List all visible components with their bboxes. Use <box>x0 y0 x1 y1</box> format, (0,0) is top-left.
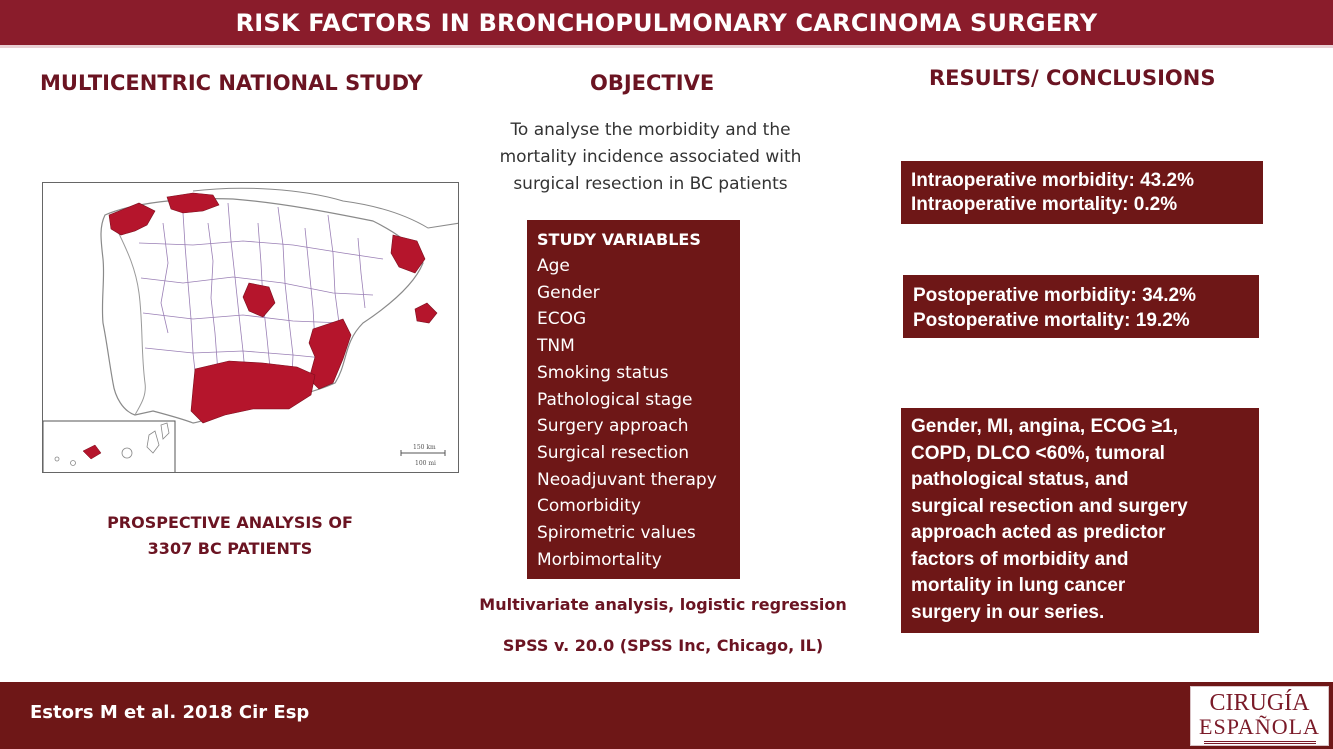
list-item: Age <box>537 256 570 276</box>
list-item: Smoking status <box>537 362 669 383</box>
conclusion-line: mortality in lung cancer <box>911 575 1126 596</box>
conclusion-line: surgery in our series. <box>911 601 1105 623</box>
study-variables-list <box>537 253 730 573</box>
list-item: Surgical resection <box>537 442 689 463</box>
study-variables-title: STUDY VARIABLES <box>537 230 701 249</box>
canary-inset <box>43 421 175 473</box>
spain-map <box>42 182 459 473</box>
intraoperative-results <box>901 161 1263 224</box>
scale-km-label: 150 km <box>413 444 436 451</box>
conclusion-line: Gender, MI, angina, ECOG ≥1, <box>911 416 1178 437</box>
list-item: Gender <box>537 282 600 303</box>
results-heading: RESULTS/ CONCLUSIONS <box>929 66 1216 90</box>
method-multivariate: Multivariate analysis, logistic regression <box>479 595 847 614</box>
page-footer <box>0 682 1333 749</box>
list-item: ECOG <box>537 309 587 330</box>
conclusion-line: COPD, DLCO <60%, tumoral <box>911 442 1165 464</box>
journal-logo-line: ESPAÑOLA <box>1199 714 1320 739</box>
prospective-analysis <box>60 510 400 562</box>
objective-text <box>478 117 823 198</box>
list-item: Pathological stage <box>537 389 693 410</box>
list-item: TNM <box>537 336 575 357</box>
conclusion-line: surgical resection and surgery <box>911 495 1188 517</box>
list-item: Surgery approach <box>537 416 689 437</box>
conclusion-line: pathological status, and <box>911 469 1129 490</box>
prospective-line: 3307 BC PATIENTS <box>147 539 313 558</box>
conclusion-line: approach acted as predictor <box>911 522 1166 543</box>
list-item: Spirometric values <box>537 523 696 544</box>
objective-line: surgical resection in BC patients <box>513 174 788 194</box>
spain-map-svg <box>43 183 459 473</box>
method-spss: SPSS v. 20.0 (SPSS Inc, Chicago, IL) <box>502 636 824 655</box>
intraoperative-morbidity: Intraoperative morbidity: 43.2% <box>911 170 1194 191</box>
prospective-line: PROSPECTIVE ANALYSIS OF <box>107 513 353 532</box>
page-title: RISK FACTORS IN BRONCHOPULMONARY CARCINOMA SURGERY <box>235 8 1098 37</box>
list-item: Comorbidity <box>537 496 641 517</box>
objective-line: mortality incidence associated with <box>499 147 802 167</box>
list-item: Neoadjuvant therapy <box>537 469 717 490</box>
page-banner <box>0 0 1333 48</box>
list-item: Morbimortality <box>537 549 662 570</box>
citation: Estors M et al. 2018 Cir Esp <box>30 702 310 723</box>
journal-logo-line: CIRUGÍA <box>1209 690 1310 716</box>
study-variables-box <box>527 220 740 579</box>
scale-mi-label: 100 mi <box>415 460 436 467</box>
conclusion-box <box>901 408 1259 633</box>
study-heading: MULTICENTRIC NATIONAL STUDY <box>40 71 423 95</box>
postoperative-results <box>903 275 1259 338</box>
journal-logo-rule <box>1204 741 1316 744</box>
objective-heading: OBJECTIVE <box>590 71 715 95</box>
conclusion-line: factors of morbidity and <box>911 548 1129 570</box>
intraoperative-mortality: Intraoperative mortality: 0.2% <box>911 194 1178 215</box>
objective-line: To analyse the morbidity and the <box>510 120 791 140</box>
postoperative-mortality: Postoperative mortality: 19.2% <box>913 310 1190 331</box>
journal-logo <box>1190 686 1329 746</box>
postoperative-morbidity: Postoperative morbidity: 34.2% <box>913 285 1196 306</box>
